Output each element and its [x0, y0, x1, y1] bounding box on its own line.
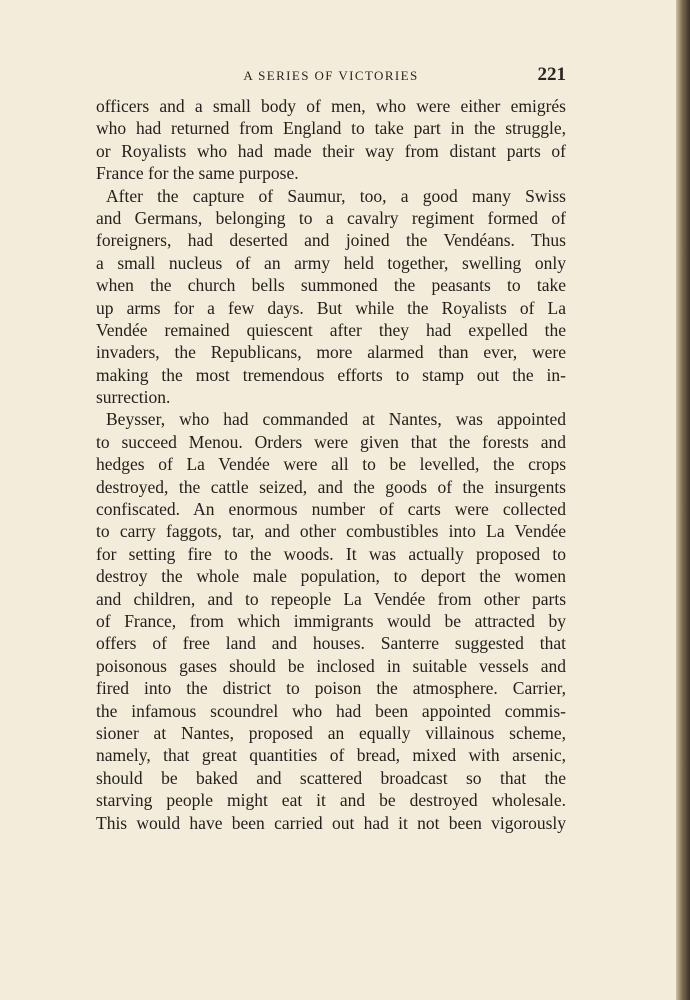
text-line: hedges of La Vendée were all to be levelled, the crops	[96, 454, 566, 475]
text-line: foreigners, had deserted and joined the Vendéans. Thus	[96, 230, 566, 251]
text-line: a small nucleus of an army held together, swelling only	[96, 252, 566, 273]
text-line: up arms for a few days. But while the Royalists of La	[96, 297, 566, 318]
text-line: Beysser, who had commanded at Nantes, was appointed	[106, 409, 566, 430]
text-line: making the most tremendous efforts to stamp out the in-	[96, 364, 566, 385]
text-line: who had returned from England to take part in the struggle,	[96, 118, 566, 139]
text-line: namely, that great quantities of bread, mixed with arsenic,	[96, 745, 566, 766]
text-line: confiscated. An enormous number of carts were collected	[96, 499, 566, 520]
text-line: for setting fire to the woods. It was actually proposed to	[96, 543, 566, 564]
text-line: fired into the district to poison the atmosphere. Carrier,	[96, 678, 566, 699]
text-line: and children, and to repeople La Vendée from other parts	[96, 588, 566, 609]
text-line: and Germans, belonging to a cavalry regiment formed of	[96, 207, 566, 228]
text-line: sioner at Nantes, proposed an equally villainous scheme,	[96, 722, 566, 743]
text-line: when the church bells summoned the peasants to take	[96, 275, 566, 296]
text-line: Vendée remained quiescent after they had expelled the	[96, 319, 566, 340]
text-line: destroyed, the cattle seized, and the goods of the insurgents	[96, 476, 566, 497]
text-line: starving people might eat it and be destroyed wholesale.	[96, 790, 566, 811]
text-line: to succeed Menou. Orders were given that the forests and	[96, 431, 566, 452]
text-line: to carry faggots, tar, and other combustibles into La Vendée	[96, 521, 566, 542]
text-line: France for the same purpose.	[96, 163, 299, 184]
text-line: offers of free land and houses. Santerre suggested that	[96, 633, 566, 654]
text-line: invaders, the Republicans, more alarmed than ever, were	[96, 342, 566, 363]
text-line: the infamous scoundrel who had been appointed commis-	[96, 700, 566, 721]
page-number: 221	[537, 64, 566, 85]
text-line: of France, from which immigrants would be attracted by	[96, 610, 566, 631]
text-line: This would have been carried out had it not been vigorously	[96, 812, 566, 833]
text-line: surrection.	[96, 387, 171, 408]
text-line: destroy the whole male population, to deport the women	[96, 566, 566, 587]
running-title: A SERIES OF VICTORIES	[243, 68, 419, 83]
text-line: officers and a small body of men, who were either emigrés	[96, 96, 566, 116]
text-line: After the capture of Saumur, too, a good many Swiss	[106, 185, 566, 206]
running-head	[96, 64, 566, 90]
text-line: should be baked and scattered broadcast so that the	[96, 767, 566, 788]
body-text	[96, 95, 566, 834]
text-line: or Royalists who had made their way from distant parts of	[96, 140, 566, 161]
text-line: poisonous gases should be inclosed in suitable vessels and	[96, 655, 566, 676]
